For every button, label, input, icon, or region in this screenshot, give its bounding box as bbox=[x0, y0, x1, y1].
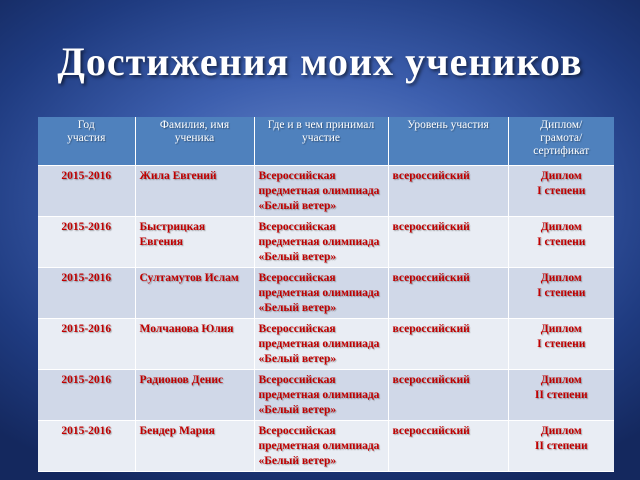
event-cell: Всероссийская предметная олимпиада «Белый ветер» bbox=[254, 319, 388, 370]
award-cell: Диплом I степени bbox=[508, 217, 614, 268]
student-name-cell: Жила Евгений bbox=[135, 166, 254, 217]
year-cell: 2015-2016 bbox=[38, 166, 135, 217]
header-award: Диплом/ грамота/ сертификат bbox=[508, 117, 614, 166]
table-row bbox=[38, 166, 614, 217]
level-cell: всероссийский bbox=[388, 370, 508, 421]
table-header-row bbox=[38, 117, 614, 166]
event-cell: Всероссийская предметная олимпиада «Белый ветер» bbox=[254, 370, 388, 421]
award-cell: Диплом II степени bbox=[508, 421, 614, 472]
level-cell: всероссийский bbox=[388, 217, 508, 268]
level-cell: всероссийский bbox=[388, 268, 508, 319]
achievements-table bbox=[38, 117, 614, 472]
header-student-name: Фамилия, имя ученика bbox=[135, 117, 254, 166]
student-name-cell: Молчанова Юлия bbox=[135, 319, 254, 370]
table-row bbox=[38, 319, 614, 370]
year-cell: 2015-2016 bbox=[38, 421, 135, 472]
award-cell: Диплом I степени bbox=[508, 319, 614, 370]
student-name-cell: Султамутов Ислам bbox=[135, 268, 254, 319]
year-cell: 2015-2016 bbox=[38, 319, 135, 370]
header-level: Уровень участия bbox=[388, 117, 508, 166]
level-cell: всероссийский bbox=[388, 319, 508, 370]
award-cell: Диплом I степени bbox=[508, 166, 614, 217]
student-name-cell: Бендер Мария bbox=[135, 421, 254, 472]
header-year: Год участия bbox=[38, 117, 135, 166]
level-cell: всероссийский bbox=[388, 166, 508, 217]
award-cell: Диплом I степени bbox=[508, 268, 614, 319]
student-name-cell: Быстрицкая Евгения bbox=[135, 217, 254, 268]
table-row bbox=[38, 217, 614, 268]
event-cell: Всероссийская предметная олимпиада «Белый ветер» bbox=[254, 217, 388, 268]
header-event: Где и в чем принимал участие bbox=[254, 117, 388, 166]
level-cell: всероссийский bbox=[388, 421, 508, 472]
year-cell: 2015-2016 bbox=[38, 268, 135, 319]
event-cell: Всероссийская предметная олимпиада «Белый ветер» bbox=[254, 268, 388, 319]
year-cell: 2015-2016 bbox=[38, 370, 135, 421]
slide-title: Достижения моих учеников bbox=[57, 39, 583, 84]
student-name-cell: Радионов Денис bbox=[135, 370, 254, 421]
event-cell: Всероссийская предметная олимпиада «Белый ветер» bbox=[254, 166, 388, 217]
award-cell: Диплом II степени bbox=[508, 370, 614, 421]
table-row bbox=[38, 370, 614, 421]
event-cell: Всероссийская предметная олимпиада «Белый ветер» bbox=[254, 421, 388, 472]
year-cell: 2015-2016 bbox=[38, 217, 135, 268]
table-row bbox=[38, 268, 614, 319]
table-row bbox=[38, 421, 614, 472]
